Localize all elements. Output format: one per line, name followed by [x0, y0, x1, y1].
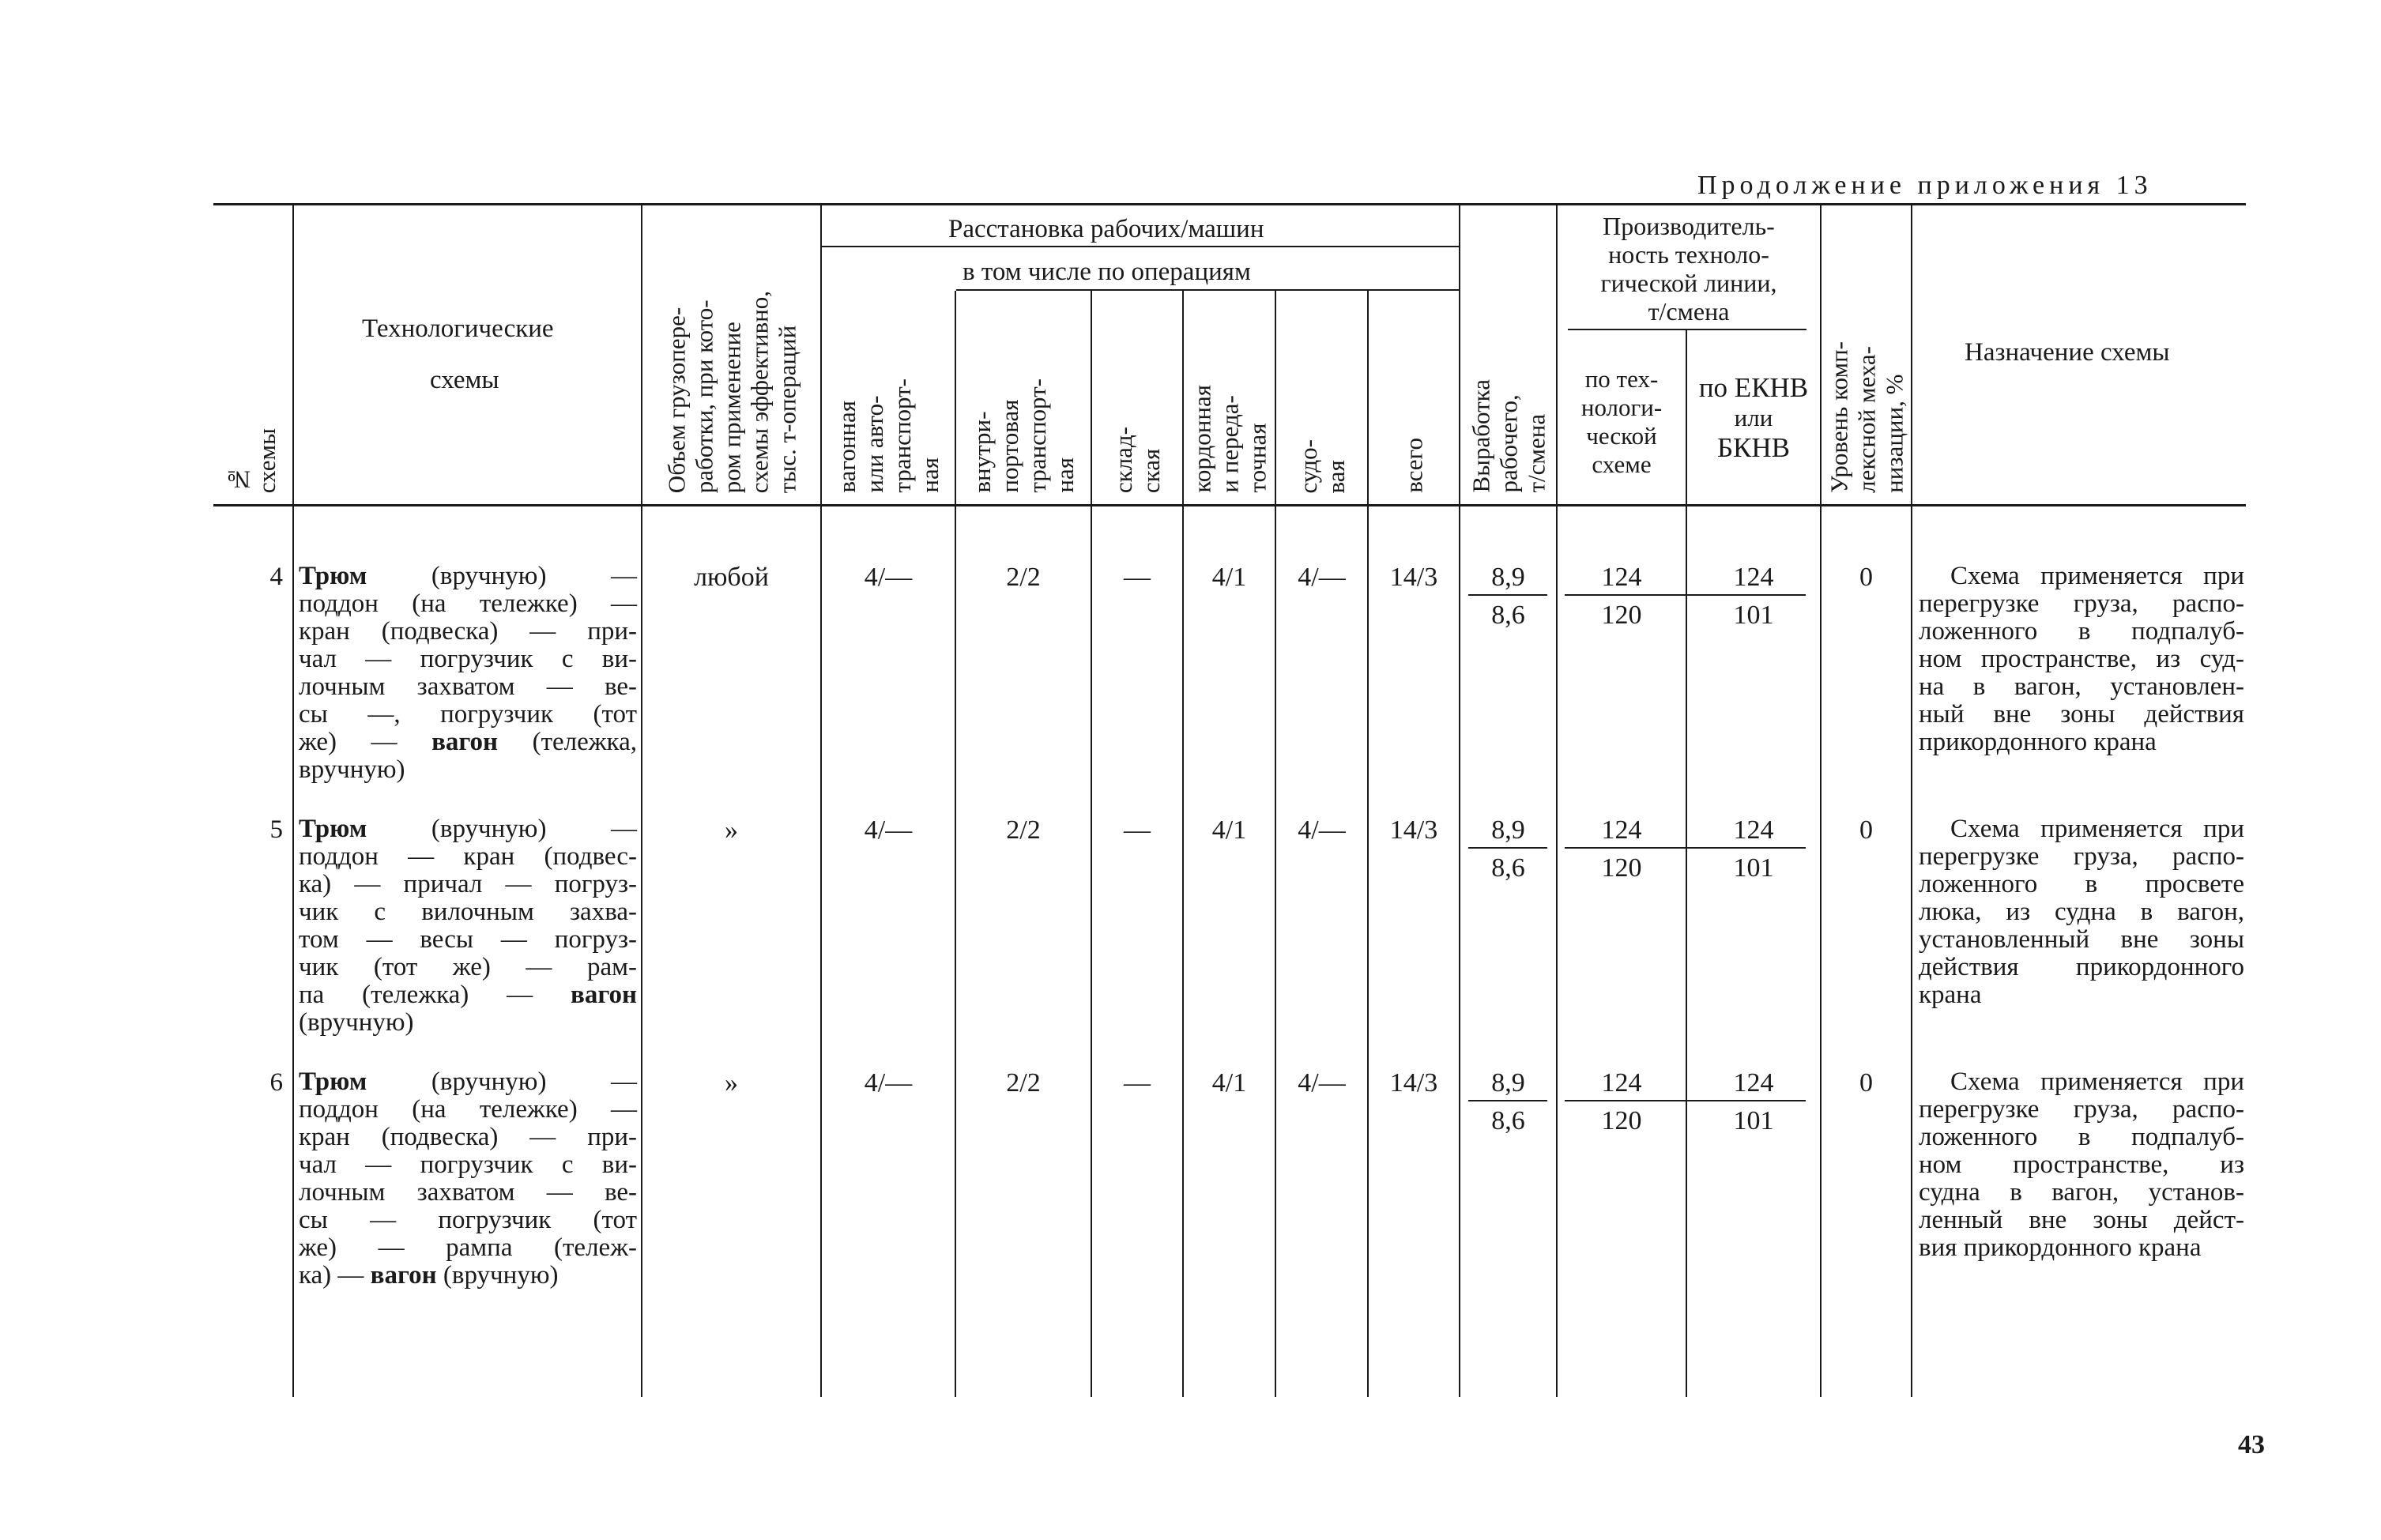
op-ship-cell: 4/—: [1298, 815, 1346, 845]
scheme-text-part: чал — погрузчик с ви-: [299, 645, 637, 673]
op-cordon-cell: 4/1: [1211, 563, 1247, 592]
scheme-text-part: ка) — причал — погруз-: [299, 870, 637, 898]
total-cell: 14/3: [1389, 563, 1438, 592]
header-prod-scheme: по тех- нологи- ческой схеме: [1580, 365, 1663, 478]
scheme-line: [299, 1009, 637, 1037]
scheme-text-part: (вручную): [436, 1261, 559, 1290]
scheme-line: [299, 1207, 637, 1234]
scheme-line: [299, 756, 637, 784]
scheme-line: [299, 563, 637, 590]
header-line: склад-: [1110, 426, 1137, 493]
header-mechanization: [1822, 205, 1911, 504]
scheme-line: [299, 898, 637, 926]
prod-scheme-fraction-line: [1565, 594, 1686, 596]
scheme-line: [299, 954, 637, 981]
mechanization-cell: 0: [1859, 1068, 1873, 1098]
scheme-line: [299, 1151, 637, 1179]
header-op-warehouse: [1092, 291, 1182, 504]
header-line: вагонная: [833, 401, 861, 493]
volume-cell: любой: [694, 563, 769, 592]
scheme-text-part: чик с вилочным захва-: [299, 898, 637, 926]
header-line: или авто-: [861, 396, 888, 493]
purpose-line: ном пространстве, из: [1919, 1150, 2244, 1179]
purpose-line: перегрузке груза, распо-: [1919, 1095, 2244, 1124]
scheme-line: [299, 926, 637, 954]
purpose-line: крана: [1919, 981, 1982, 1009]
mechanization-cell: 0: [1859, 563, 1873, 592]
purpose-line: прикордонного крана: [1919, 728, 2157, 756]
output-fraction-line: [1468, 847, 1547, 849]
prod-eknv-bottom: 101: [1733, 601, 1774, 630]
header-total: всего: [1400, 438, 1428, 493]
purpose-text: [1919, 1068, 2244, 1262]
scheme-line: [299, 701, 637, 729]
output-top: 8,9: [1491, 815, 1525, 845]
scheme-line: [299, 673, 637, 701]
scheme-text-part: поддон — кран (подвес-: [299, 842, 637, 871]
header-line: №: [225, 465, 253, 493]
scheme-line: [299, 646, 637, 673]
volume-cell: »: [725, 815, 738, 845]
op-wagon-cell: 4/—: [864, 563, 913, 592]
scheme-text-part: сы — погрузчик (тот: [299, 1206, 637, 1234]
header-line: Уровень комп-: [1825, 341, 1852, 493]
header-tech-schemes-line2: схемы: [430, 366, 499, 394]
scheme-line: [299, 1096, 637, 1124]
prod-scheme-top: 124: [1601, 563, 1642, 592]
scheme-line: [299, 1068, 637, 1096]
purpose-line: ленный вне зоны дейст-: [1919, 1206, 2244, 1234]
volume-cell: »: [725, 1068, 738, 1098]
header-line: лексной меха-: [1852, 346, 1880, 493]
scheme-bold-part: вагон: [370, 1261, 437, 1290]
purpose-text: [1919, 815, 2244, 1009]
header-line: портовая: [996, 399, 1023, 493]
scheme-bold-part: Трюм: [299, 815, 367, 843]
purpose-line: ный вне зоны действия: [1919, 700, 2244, 729]
header-line: рабочего,: [1494, 394, 1522, 493]
header-row-number: [213, 205, 292, 504]
purpose-line: ложенного в подпалуб-: [1919, 617, 2244, 646]
prod-eknv-bottom: 101: [1733, 1106, 1774, 1135]
purpose-line: ложенного в просвете: [1919, 870, 2244, 898]
header-line: ская: [1137, 448, 1165, 493]
scheme-bold-part: вагон: [431, 728, 499, 756]
header-line: ная: [1051, 457, 1079, 493]
header-line: и переда-: [1215, 395, 1243, 493]
scheme-line: [299, 1179, 637, 1207]
header-line: транспорт-: [888, 378, 916, 493]
header-productivity-group: Производитель- ность техноло- гической линии, т/смена: [1600, 212, 1777, 326]
scheme-text-part: сы —, погрузчик (тот: [299, 700, 637, 729]
scheme-text-part: лочным захватом — ве-: [299, 672, 637, 701]
purpose-line: на в вагон, установлен-: [1919, 672, 2244, 701]
header-purpose: Назначение схемы: [1965, 338, 2170, 367]
op-ship-cell: 4/—: [1298, 1068, 1346, 1098]
scheme-text-part: па (тележка) —: [299, 981, 571, 1009]
prod-scheme-top: 124: [1601, 815, 1642, 845]
purpose-line: Схема применяется при: [1950, 815, 2244, 843]
header-op-wagon: [822, 291, 955, 504]
output-fraction-line: [1468, 1100, 1547, 1101]
purpose-line: действия прикордонного: [1919, 953, 2244, 981]
header-line: внутри-: [968, 411, 996, 493]
purpose-line: установленный вне зоны: [1919, 925, 2244, 954]
header-line: вая: [1321, 459, 1350, 493]
prod-eknv-bottom: 101: [1733, 853, 1774, 883]
header-line: кордонная: [1188, 385, 1215, 493]
scheme-line: [299, 618, 637, 646]
scheme-line: [299, 815, 637, 843]
op-wagon-cell: 4/—: [864, 815, 913, 845]
prod-eknv-top: 124: [1733, 1068, 1774, 1098]
purpose-line: перегрузке груза, распо-: [1919, 589, 2244, 618]
row-number: 5: [269, 815, 283, 844]
scheme-text: [299, 815, 637, 1037]
header-op-ship: [1276, 291, 1367, 504]
purpose-line: Схема применяется при: [1950, 1067, 2244, 1096]
purpose-line: ложенного в подпалуб-: [1919, 1123, 2244, 1151]
scheme-line: [299, 1262, 637, 1290]
output-bottom: 8,6: [1491, 1106, 1525, 1135]
prod-scheme-bottom: 120: [1601, 1106, 1642, 1135]
header-workers-group: Расстановка рабочих/машин: [948, 215, 1264, 243]
prod-eknv-fraction-line: [1687, 1100, 1806, 1101]
header-line: тыс. т-операций: [773, 325, 801, 493]
header-line: т/смена: [1522, 414, 1550, 493]
header-line: судо-: [1294, 439, 1322, 493]
scheme-text-part: поддон (на тележке) —: [299, 589, 637, 618]
prod-scheme-bottom: 120: [1601, 853, 1642, 883]
header-volume: [642, 205, 820, 504]
header-line: работки, при кото-: [690, 299, 718, 493]
scheme-line: [299, 1124, 637, 1151]
header-line: точная: [1243, 423, 1271, 493]
output-top: 8,9: [1491, 563, 1525, 592]
scheme-text: [299, 1068, 637, 1290]
scheme-line: [299, 843, 637, 871]
output-top: 8,9: [1491, 1068, 1525, 1098]
prod-eknv-fraction-line: [1687, 594, 1806, 596]
scheme-text-part: ка) —: [299, 1261, 371, 1290]
header-line: Выработка: [1467, 379, 1494, 493]
mechanization-cell: 0: [1859, 815, 1873, 845]
prod-scheme-top: 124: [1601, 1068, 1642, 1098]
output-bottom: 8,6: [1491, 601, 1525, 630]
op-warehouse-cell: —: [1124, 815, 1151, 845]
op-ship-cell: 4/—: [1298, 563, 1346, 592]
page-number: 43: [2238, 1430, 2265, 1459]
prod-scheme-fraction-line: [1565, 847, 1686, 849]
scheme-line: [299, 1234, 637, 1262]
header-line: схемы: [253, 427, 281, 493]
scheme-text-part: (вручную) —: [367, 562, 637, 590]
purpose-line: перегрузке груза, распо-: [1919, 842, 2244, 871]
op-cordon-cell: 4/1: [1211, 1068, 1247, 1098]
scheme-bold-part: Трюм: [299, 562, 367, 590]
scheme-text-part: (вручную) —: [367, 815, 637, 843]
purpose-line: вия прикордонного крана: [1919, 1233, 2202, 1262]
purpose-text: [1919, 563, 2244, 756]
op-internal-cell: 2/2: [1006, 1068, 1041, 1098]
scheme-text: [299, 563, 637, 784]
scheme-line: [299, 871, 637, 898]
purpose-line: Схема применяется при: [1950, 562, 2244, 590]
scheme-line: [299, 590, 637, 618]
header-prod-eknv: по ЕКНВ или БКНВ: [1698, 372, 1809, 463]
op-internal-cell: 2/2: [1006, 815, 1041, 845]
continuation-title: Продолжение приложения 13: [1697, 171, 2153, 200]
header-line: ная: [916, 457, 944, 493]
prod-eknv-top: 124: [1733, 563, 1774, 592]
op-warehouse-cell: —: [1124, 563, 1151, 592]
scheme-text-part: же) — рампа (тележ-: [299, 1233, 637, 1262]
header-line: ром применение: [718, 321, 745, 493]
prod-eknv-fraction-line: [1687, 847, 1806, 849]
scheme-text-part: поддон (на тележке) —: [299, 1095, 637, 1124]
scheme-line: [299, 981, 637, 1009]
purpose-line: люка, из судна в вагон,: [1919, 898, 2244, 926]
output-fraction-line: [1468, 594, 1547, 596]
header-line: Объем грузопере-: [662, 307, 690, 493]
scheme-text-part: лочным захватом — ве-: [299, 1178, 637, 1207]
header-line: схемы эффективно,: [745, 290, 773, 493]
header-line: низации, %: [1880, 374, 1908, 493]
scheme-bold-part: вагон: [571, 981, 637, 1009]
scheme-text-part: (вручную) —: [367, 1067, 637, 1096]
scheme-text-part: (вручную): [299, 1008, 414, 1037]
output-bottom: 8,6: [1491, 853, 1525, 883]
prod-scheme-bottom: 120: [1601, 601, 1642, 630]
scheme-text-part: чик (тот же) — рам-: [299, 953, 637, 981]
op-warehouse-cell: —: [1124, 1068, 1151, 1098]
row-number: 6: [269, 1068, 283, 1097]
scheme-bold-part: Трюм: [299, 1067, 367, 1096]
scheme-text-part: чал — погрузчик с ви-: [299, 1150, 637, 1179]
total-cell: 14/3: [1389, 815, 1438, 845]
row-number: 4: [269, 563, 283, 591]
prod-eknv-top: 124: [1733, 815, 1774, 845]
op-cordon-cell: 4/1: [1211, 815, 1247, 845]
scheme-text-part: (тележка,: [498, 728, 637, 756]
header-op-internal: [956, 291, 1091, 504]
header-tech-schemes-line1: Технологические: [362, 314, 554, 343]
prod-scheme-fraction-line: [1565, 1100, 1686, 1101]
scheme-text-part: том — весы — погруз-: [299, 925, 637, 954]
header-op-cordon: [1184, 291, 1275, 504]
scheme-text-part: кран (подвеска) — при-: [299, 1123, 637, 1151]
scheme-text-part: же) —: [299, 728, 432, 756]
header-line: транспорт-: [1023, 378, 1051, 493]
purpose-line: ном пространстве, из суд-: [1919, 645, 2244, 673]
header-output: [1460, 205, 1556, 504]
header-operations-group: в том числе по операциям: [963, 258, 1251, 286]
op-internal-cell: 2/2: [1006, 563, 1041, 592]
scheme-line: [299, 729, 637, 756]
scheme-text-part: вручную): [299, 755, 405, 784]
purpose-line: судна в вагон, установ-: [1919, 1178, 2244, 1207]
op-wagon-cell: 4/—: [864, 1068, 913, 1098]
total-cell: 14/3: [1389, 1068, 1438, 1098]
scheme-text-part: кран (подвеска) — при-: [299, 617, 637, 646]
